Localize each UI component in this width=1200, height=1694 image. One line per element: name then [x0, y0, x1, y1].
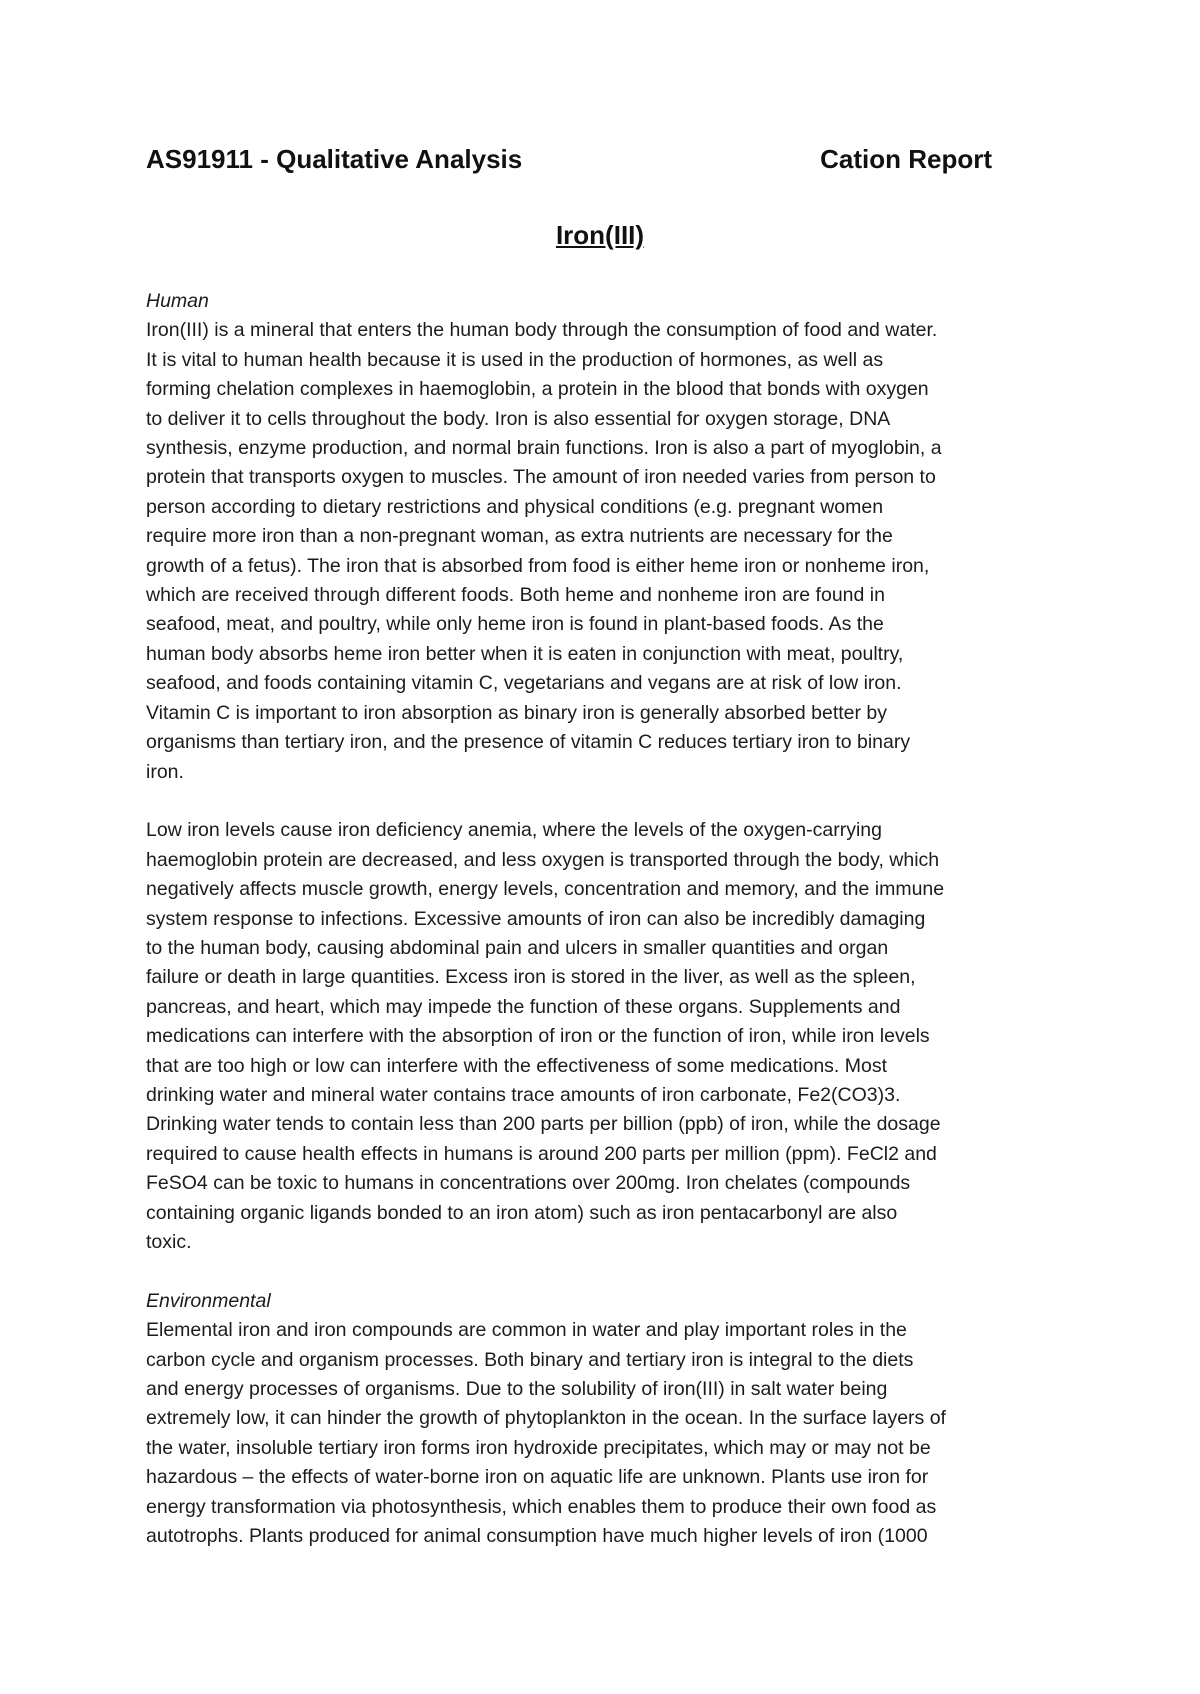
- text-line: autotrophs. Plants produced for animal consumption have much higher levels of iron (1000: [146, 1525, 928, 1548]
- text-line: growth of a fetus). The iron that is absorbed from food is either heme iron or nonheme iron,: [146, 554, 930, 577]
- text-line: which are received through different foods. Both heme and nonheme iron are found in: [146, 584, 885, 607]
- text-line: Elemental iron and iron compounds are common in water and play important roles in the: [146, 1319, 907, 1342]
- text-line: that are too high or low can interfere with the effectiveness of some medications. Most: [146, 1054, 888, 1077]
- section-heading-environmental: Environmental: [146, 1289, 271, 1312]
- text-line: haemoglobin protein are decreased, and less oxygen is transported through the body, which: [146, 848, 940, 871]
- text-line: It is vital to human health because it is used in the production of hormones, as well as: [146, 348, 884, 371]
- text-line: toxic.: [146, 1230, 192, 1253]
- text-line: human body absorbs heme iron better when it is eaten in conjunction with meat, poultry,: [146, 642, 904, 665]
- assessment-title: AS91911 - Qualitative Analysis: [146, 144, 523, 174]
- text-line: Iron(III) is a mineral that enters the human body through the consumption of food and water.: [146, 319, 938, 342]
- paragraph-spacer: [146, 1257, 1066, 1286]
- human-paragraph-1: [146, 316, 1066, 787]
- report-type: Cation Report: [820, 144, 992, 174]
- text-line: medications can interfere with the absorption of iron or the function of iron, while iron levels: [146, 1025, 930, 1048]
- text-line: organisms than tertiary iron, and the presence of vitamin C reduces tertiary iron to binary: [146, 731, 911, 754]
- text-line: extremely low, it can hinder the growth of phytoplankton in the ocean. In the surface layers of: [146, 1407, 946, 1430]
- text-line: seafood, and foods containing vitamin C, vegetarians and vegans are at risk of low iron.: [146, 672, 902, 695]
- text-line: negatively affects muscle growth, energy levels, concentration and memory, and the immune: [146, 878, 945, 901]
- page-title: Iron(III): [555, 220, 645, 250]
- text-line: containing organic ligands bonded to an iron atom) such as iron pentacarbonyl are also: [146, 1201, 898, 1224]
- text-line: pancreas, and heart, which may impede the function of these organs. Supplements and: [146, 995, 901, 1018]
- text-line: iron.: [146, 760, 184, 783]
- text-line: require more iron than a non-pregnant woman, as extra nutrients are necessary for the: [146, 525, 893, 548]
- report-body: [146, 287, 1066, 1551]
- text-line: person according to dietary restrictions and physical conditions (e.g. pregnant women: [146, 495, 884, 518]
- text-line: required to cause health effects in humans is around 200 parts per million (ppm). FeCl2 and: [146, 1142, 937, 1165]
- text-line: seafood, meat, and poultry, while only heme iron is found in plant-based foods. As the: [146, 613, 884, 636]
- text-line: forming chelation complexes in haemoglobin, a protein in the blood that bonds with oxygen: [146, 378, 929, 401]
- paragraph-spacer: [146, 787, 1066, 816]
- text-line: the water, insoluble tertiary iron forms iron hydroxide precipitates, which may or may not be: [146, 1436, 931, 1459]
- text-line: to deliver it to cells throughout the body. Iron is also essential for oxygen storage, DNA: [146, 407, 891, 430]
- human-paragraph-2: [146, 816, 1066, 1257]
- text-line: Drinking water tends to contain less than 200 parts per billion (ppb) of iron, while the dosage: [146, 1113, 941, 1136]
- environmental-paragraph-1: [146, 1316, 1066, 1551]
- text-line: hazardous – the effects of water-borne iron on aquatic life are unknown. Plants use iron for: [146, 1466, 929, 1489]
- text-line: failure or death in large quantities. Excess iron is stored in the liver, as well as the spleen,: [146, 966, 916, 989]
- text-line: energy transformation via photosynthesis, which enables them to produce their own food as: [146, 1495, 937, 1518]
- text-line: drinking water and mineral water contains trace amounts of iron carbonate, Fe2(CO3)3.: [146, 1083, 901, 1106]
- section-heading-human: Human: [146, 290, 209, 312]
- text-line: Low iron levels cause iron deficiency anemia, where the levels of the oxygen-carrying: [146, 819, 882, 842]
- text-line: Vitamin C is important to iron absorption as binary iron is generally absorbed better by: [146, 701, 888, 724]
- text-line: FeSO4 can be toxic to humans in concentrations over 200mg. Iron chelates (compounds: [146, 1172, 911, 1195]
- text-line: to the human body, causing abdominal pain and ulcers in smaller quantities and organ: [146, 936, 889, 959]
- text-line: carbon cycle and organism processes. Both binary and tertiary iron is integral to the diets: [146, 1348, 914, 1371]
- report-header: [146, 144, 992, 180]
- text-line: synthesis, enzyme production, and normal brain functions. Iron is also a part of myoglobin, a: [146, 437, 942, 460]
- text-line: protein that transports oxygen to muscles. The amount of iron needed varies from person to: [146, 466, 936, 489]
- text-line: and energy processes of organisms. Due to the solubility of iron(III) in salt water being: [146, 1378, 888, 1400]
- text-line: system response to infections. Excessive amounts of iron can also be incredibly damaging: [146, 907, 926, 930]
